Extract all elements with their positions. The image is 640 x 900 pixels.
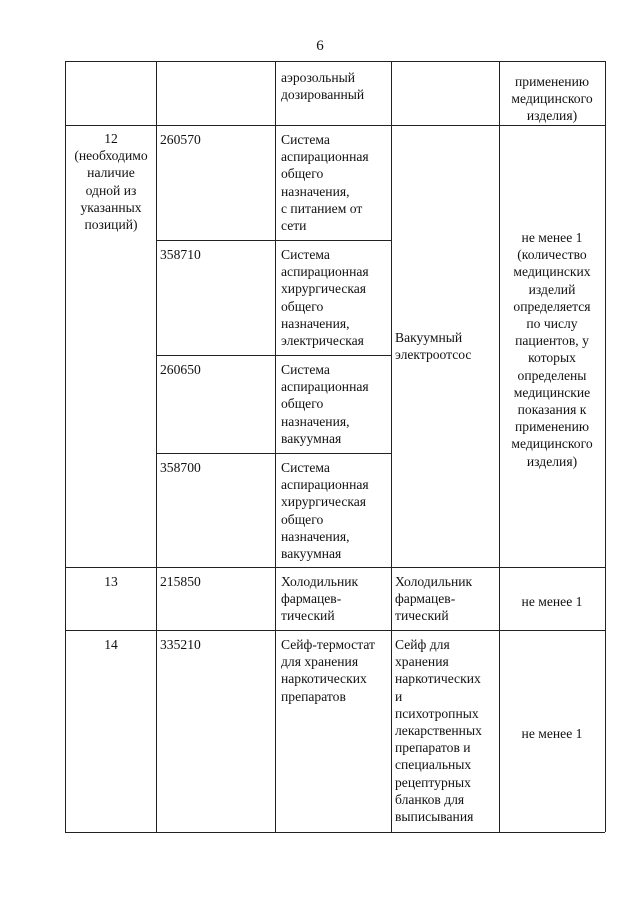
device-code: 260570 [160,132,201,147]
row-divider [65,630,605,631]
row-number: 13 [104,574,118,589]
item-name: Вакуумный электроотсос [395,330,472,363]
quantity-cell: применению медицинского изделия) [511,74,593,124]
row-divider [65,832,605,833]
row-divider [156,240,391,241]
column-divider [391,61,392,832]
column-divider [605,61,606,832]
device-name: Система аспирационная хирургическая общего назначения, электрическая [281,247,369,349]
quantity-cell: не менее 1 [521,726,583,741]
column-divider [275,61,276,832]
row-divider [65,61,605,62]
device-name: Холодильник фармацев- тический [281,574,359,624]
device-code: 335210 [160,637,201,652]
row-divider [65,125,605,126]
device-code: 215850 [160,574,201,589]
row-number: 12 (необходимо наличие одной из указанных позиций) [74,131,148,233]
device-code: 358710 [160,247,201,262]
row-number: 14 [104,637,118,652]
column-divider [156,61,157,832]
item-name: Холодильник фармацев- тический [395,574,473,624]
item-name: Сейф для хранения наркотических и психотропных лекарственных препаратов и специальных рецептурных бланков для выписывания [395,637,482,825]
device-code: 260650 [160,362,201,377]
page-number: 6 [316,38,324,54]
quantity-cell: не менее 1 (количество медицинских изделий определяется по числу пациентов, у которых определены медицинские показания к применению медицинского изделия) [511,230,593,469]
row-divider [156,453,391,454]
quantity-cell: не менее 1 [521,594,583,609]
device-name: аэрозольный дозированный [281,70,365,103]
device-name: Система аспирационная хирургическая общего назначения, вакуумная [281,460,369,562]
device-name: Система аспирационная общего назначения, вакуумная [281,362,369,446]
row-divider [65,567,605,568]
device-name: Сейф-термостат для хранения наркотических препаратов [281,637,375,704]
device-name: Система аспирационная общего назначения, с питанием от сети [281,132,369,234]
row-divider [156,355,391,356]
device-code: 358700 [160,460,201,475]
